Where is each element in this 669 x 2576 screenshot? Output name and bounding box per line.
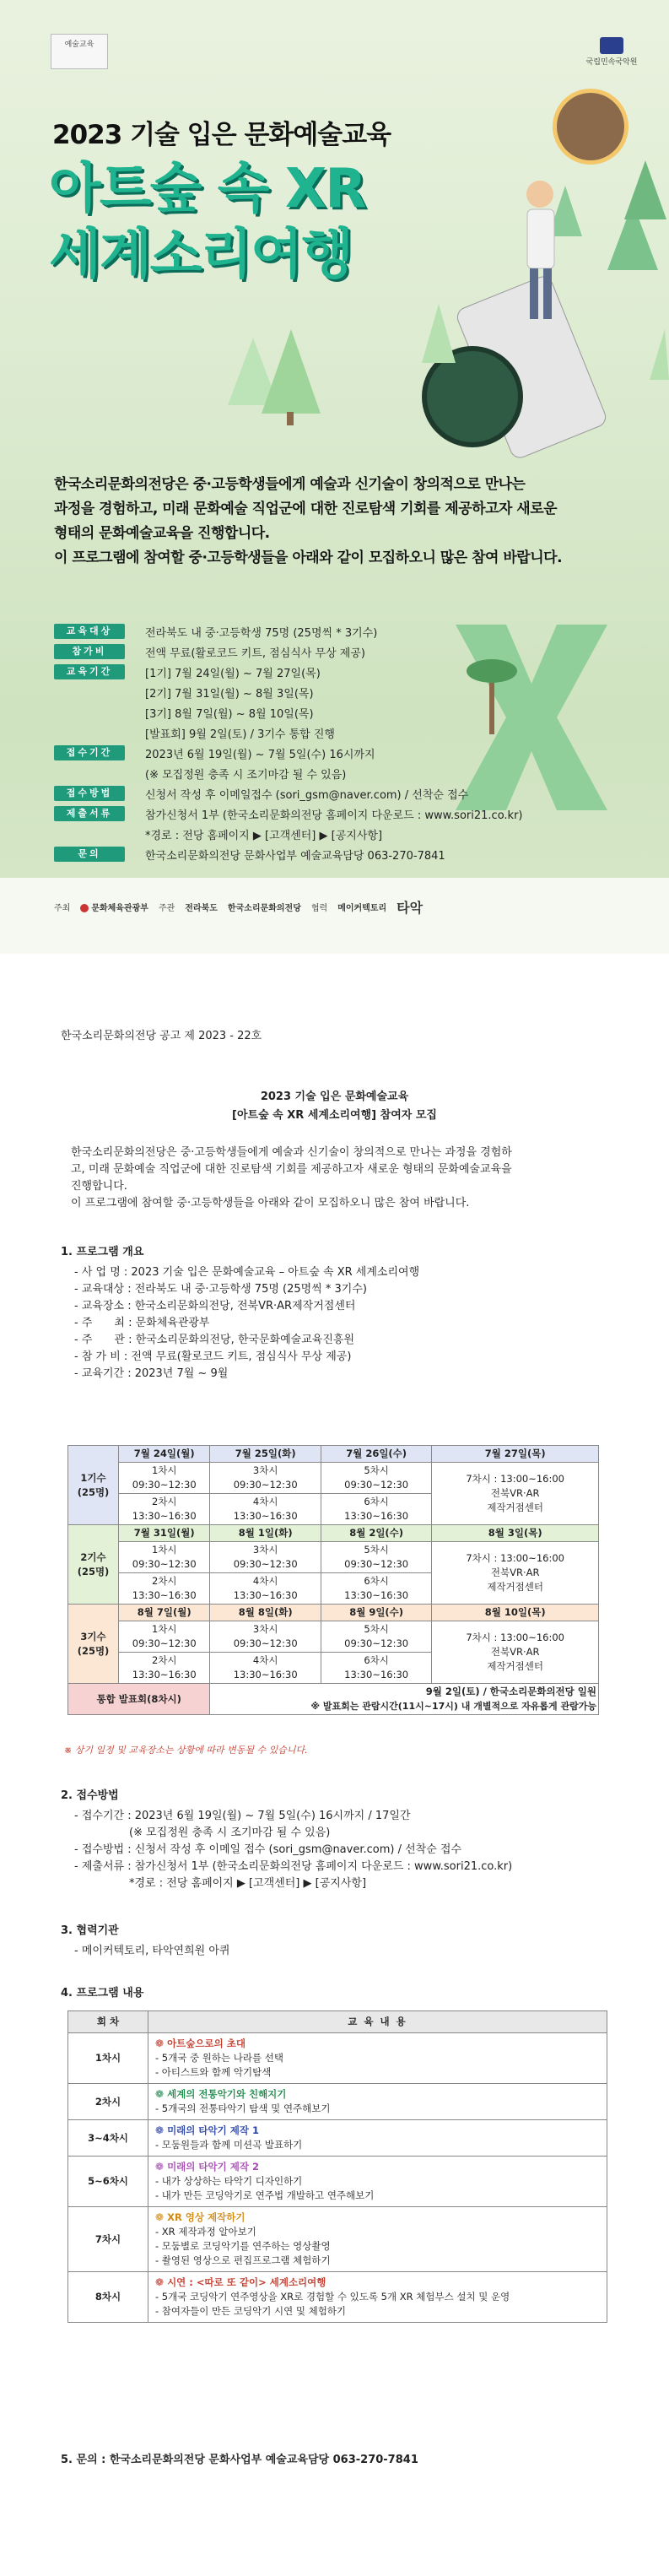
info-row-contact: 문의 한국소리문화의전당 문화사업부 예술교육담당 063-270-7841 [54, 845, 445, 863]
section-5-contact: 5. 문의 : 한국소리문화의전당 문화사업부 예술교육담당 063-270-7841 [61, 2454, 418, 2466]
section-1-title: 1. 프로그램 개요 [61, 1246, 144, 1258]
flower-icon: ❁ [155, 2038, 165, 2049]
flower-icon: ❁ [155, 2276, 165, 2288]
section-3-title: 3. 협력기관 [61, 1924, 119, 1937]
info-row-docs: 제출서류 참가신청서 1부 (한국소리문화의전당 홈페이지 다운로드 : www.sori21.co.kr) [54, 804, 523, 823]
flower-icon: ❁ [155, 2161, 165, 2173]
info-row-period-1: 교육기간 [1기] 7월 24일(월) ~ 7월 27일(목) [54, 663, 321, 681]
notice-number: 한국소리문화의전당 공고 제 2023 - 22호 [61, 1030, 262, 1042]
info-row-apply: 접수기간 2023년 6월 19일(월) ~ 7월 5일(수) 16시까지 [54, 744, 375, 762]
info-row-target: 교육대상 전라북도 내 중·고등학생 75명 (25명씩 * 3기수) [54, 622, 377, 641]
program-content-table: 회 차 교 육 내 용 1차시 ❁ 아트숲으로의 초대 - 5개국 중 원하는 나라를 선택 - 아티스트와 함께 악기탐색 2차시 ❁ 세계의 전통악기와 친해지기 - 5개국의 전통타악기 탐색 및 연주해보기 3~4차시 ❁ 미래의 타악기 제작 1 - 모둠원들과 함께 미션곡 발표하기 5~6차시 ❁ 미래의 타악기 제작 2 - 내가 상상하는 타악기 디자인하기 - 내가 만든 코딩악기로 연주법 개발하고 연주해보기 7차시 ❁ XR 영상 제작하기 - XR 제작과정 알아보기 - 모둠별로 코딩악기를 연주하는 영상촬영 - 촬영된 영상으로 편집프로그램 체험하기 8차시 ❁ 시연 : <따로 또 같이> 세계소리여행 - 5개국 코딩악기 연주영상을 XR로 경험할 수 있도록 5개 XR 체험부스 설치 및 운영 - 참여자들이 만든 코딩악기 시연 및 체험하기 [67, 2010, 607, 2323]
info-row-docs-path: *경로 : 전당 홈페이지 ▶ [고객센터] ▶ [공지사항] [145, 829, 383, 842]
gen-2: 2기수 (25명) [68, 1525, 119, 1605]
doc-title-1: 2023 기술 입은 문화예술교육 [260, 1090, 409, 1103]
flower-icon: ❁ [155, 2211, 165, 2223]
person-head [526, 181, 553, 208]
info-row-fee: 참가비 전액 무료(활로코드 키트, 점심식사 무상 제공) [54, 642, 365, 661]
logo-right: 국립민속국악원 [582, 37, 641, 71]
sponsor-logos: 주최 문화체육관광부 주관 전라북도 한국소리문화의전당 협력 메이커텍토리 타악 [54, 900, 424, 916]
flower-icon: ❁ [155, 2124, 165, 2136]
poster-title-line2: 세계소리여행 [49, 224, 352, 286]
doc-intro: 한국소리문화의전당은 중·고등학생들에게 예술과 신기술이 창의적으로 만나는 과정을 경험하 고, 미래 문화예술 직업군에 대한 진로탐색 기회를 제공하고자 새로운 형태의 문화예술교육을 진행합니다. 이 프로그램에 참여할 중·고등학생들을 아래와 같이 모집하오니 많은 참여 바랍니다. [71, 1146, 512, 1210]
info-row-apply-note: (※ 모집정원 충족 시 조기마감 될 수 있음) [145, 768, 347, 782]
logo-left: 예술교육 [51, 34, 108, 69]
emblem-icon [600, 37, 623, 54]
section-4-title: 4. 프로그램 내용 [61, 1987, 144, 2000]
ministry-logo-icon [80, 904, 89, 912]
flower-icon: ❁ [155, 2088, 165, 2100]
gen-3: 3기수 (25명) [68, 1605, 119, 1684]
info-row-period-4: [발표회] 9월 2일(토) / 3기수 통합 진행 [145, 728, 335, 741]
section-3-list: - 메이커텍토리, 타악연희원 아퀴 [74, 1945, 230, 1957]
photo-1 [557, 93, 624, 160]
section-2-title: 2. 접수방법 [61, 1789, 119, 1802]
poster [0, 0, 669, 954]
info-row-period-3: [3기] 8월 7일(월) ~ 8월 10일(목) [145, 707, 314, 721]
doc-title-2: [아트숲 속 XR 세계소리여행] 참여자 모집 [232, 1109, 437, 1122]
schedule-note: ※ 상기 일정 및 교육장소는 상황에 따라 변동될 수 있습니다. [64, 1745, 308, 1756]
illustration [354, 76, 669, 473]
info-row-method: 접수방법 신청서 작성 후 이메일접수 (sori_gsm@naver.com) / 선착순 접수 [54, 784, 468, 803]
section-2-list: - 접수기간 : 2023년 6월 19일(월) ~ 7월 5일(수) 16시까지 / 17일간 (※ 모집정원 충족 시 조기마감 될 수 있음) - 접수방법 : 신청서 작성 후 이메일 접수 (sori_gsm@naver.com) / 선착순 접수 - 제출서류 : 참가신청서 1부 (한국소리문화의전당 홈페이지 다운로드 : www.sori21.co.kr) *경로 : 전당 홈페이지 ▶ [고객센터] ▶ [공지사항] [74, 1810, 513, 1890]
poster-subtitle: 2023 기술 입은 문화예술교육 [52, 120, 391, 150]
section-1-list: - 사 업 명 : 2023 기술 입은 문화예술교육 – 아트숲 속 XR 세계소리여행 - 교육대상 : 전라북도 내 중·고등학생 75명 (25명씩 * 3기수) - 교육장소 : 한국소리문화의전당, 전북VR·AR제작거점센터 - 주 최 : 문화체육관광부 - 주 관 : 한국소리문화의전당, 한국문화예술교육진흥원 - 참 가 비 : 전액 무료(활로코드 키트, 점심식사 무상 제공) - 교육기간 : 2023년 7월 ~ 9월 [74, 1266, 420, 1380]
poster-intro: 한국소리문화의전당은 중·고등학생들에게 예술과 신기술이 창의적으로 만나는 과정을 경험하고, 미래 문화예술 직업군에 대한 진로탐색 기회를 제공하고자 새로운 형태의 문화예술교육을 진행합니다. 이 프로그램에 참여할 중·고등학생들을 아래와 같이 모집하오니 많은 참여 바랍니다. [54, 476, 563, 566]
info-row-period-2: [2기] 7월 31일(월) ~ 8월 3일(목) [145, 687, 314, 701]
poster-title-line1: 아트숲 속 XR [49, 158, 365, 220]
schedule-table: 1기수 (25명) 7월 24일(월) 7월 25일(화) 7월 26일(수) 7월 27일(목) 1차시 09:30~12:30 3차시 09:30~12:30 5차시 09:30~12:30 7차시 : 13:00~16:00 전북VR·AR 제작거점센터 2차시 13:30~16:30 4차시 13:30~16:30 6차시 13:30~16:30 2기수 (25명) 7월 31일(월) 8월 1일(화) 8월 2일(수) 8월 3일(목) 1차시 09:30~12:30 3차시 09:30~12:30 5차시 09:30~12:30 7차시 : 13:00~16:00 전북VR·AR 제작거점센터 2차시 13:30~16:30 4차시 13:30~16:30 6차시 13:30~16:30 3기수 (25명) 8월 7일(월) 8월 8일(화) 8월 9일(수) 8월 10일(목) 1차시 09:30~12:30 3차시 09:30~12:30 5차시 09:30~12:30 7차시 : 13:00~16:00 전북VR·AR 제작거점센터 2차시 13:30~16:30 4차시 13:30~16:30 6차시 13:30~16:30 통합 발표회(8차시) 9월 2일(토) / 한국소리문화의전당 일원 ※ 발표회는 관람시간(11시~17시) 내 개별적으로 자유롭게 관람가능 [67, 1445, 599, 1715]
gen-1: 1기수 (25명) [68, 1446, 119, 1525]
tree-cluster [211, 312, 337, 430]
